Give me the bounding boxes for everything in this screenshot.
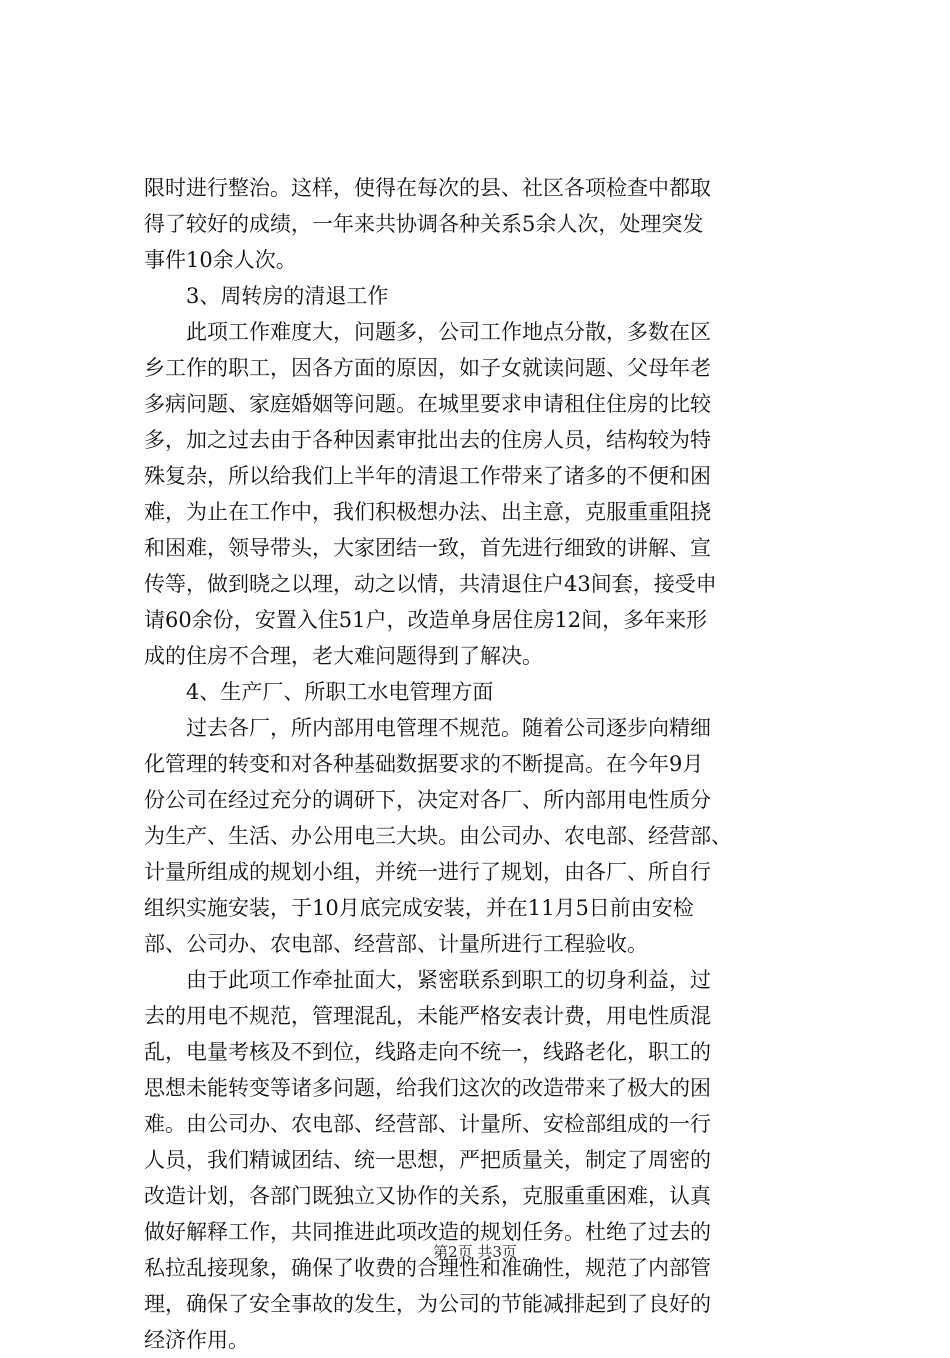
text-line: 部、公司办、农电部、经营部、计量所进行工程验收。 — [144, 932, 648, 956]
text-line: 组织实施安装，于10月底完成安装，并在11月5日前由安检 — [144, 896, 694, 920]
text-line: 私拉乱接现象，确保了收费的合理性和准确性，规范了内部管 — [144, 1256, 711, 1280]
text-line: 和困难，领导带头，大家团结一致，首先进行细致的讲解、宣 — [144, 536, 711, 560]
text-line: 改造计划，各部门既独立又协作的关系，克服重重困难，认真 — [144, 1184, 711, 1208]
text-line: 3、周转房的清退工作 — [186, 284, 389, 308]
text-line: 请60余份，安置入住51户，改造单身居住房12间，多年来形 — [144, 608, 708, 632]
page-number-footer: 第2页 共3页 — [433, 1243, 517, 1261]
text-line: 难。由公司办、农电部、经营部、计量所、安检部组成的一行 — [144, 1112, 711, 1136]
text-line: 成的住房不合理，老大难问题得到了解决。 — [144, 644, 543, 668]
text-line: 事件10余人次。 — [144, 248, 297, 272]
text-line: 限时进行整治。这样，使得在每次的县、社区各项检查中都取 — [144, 176, 711, 200]
text-line: 由于此项工作牵扯面大，紧密联系到职工的切身利益，过 — [186, 968, 711, 992]
text-line: 化管理的转变和对各种基础数据要求的不断提高。在今年9月 — [144, 752, 704, 776]
text-line: 理，确保了安全事故的发生，为公司的节能减排起到了良好的 — [144, 1292, 711, 1316]
text-line: 乡工作的职工，因各方面的原因，如子女就读问题、父母年老 — [144, 356, 711, 380]
text-line: 人员，我们精诚团结、统一思想，严把质量关，制定了周密的 — [144, 1148, 711, 1172]
text-line: 计量所组成的规划小组，并统一进行了规划，由各厂、所自行 — [144, 860, 711, 884]
text-line: 得了较好的成绩，一年来共协调各种关系5余人次，处理突发 — [144, 212, 704, 236]
text-line: 为生产、生活、办公用电三大块。由公司办、农电部、经营部、 — [144, 824, 732, 848]
text-line: 4、生产厂、所职工水电管理方面 — [186, 680, 494, 704]
text-line: 做好解释工作，共同推进此项改造的规划任务。杜绝了过去的 — [144, 1220, 711, 1244]
text-line: 份公司在经过充分的调研下，决定对各厂、所内部用电性质分 — [144, 788, 711, 812]
text-line: 过去各厂，所内部用电管理不规范。随着公司逐步向精细 — [186, 716, 711, 740]
text-line: 殊复杂，所以给我们上半年的清退工作带来了诸多的不便和困 — [144, 464, 711, 488]
text-line: 传等，做到晓之以理，动之以情，共清退住户43间套，接受申 — [144, 572, 717, 596]
text-line: 难，为止在工作中，我们积极想办法、出主意，克服重重阻挠 — [144, 500, 711, 524]
text-line: 经济作用。 — [144, 1328, 249, 1352]
document-body — [144, 170, 824, 1358]
text-line: 多病问题、家庭婚姻等问题。在城里要求申请租住住房的比较 — [144, 392, 711, 416]
text-line: 此项工作难度大，问题多，公司工作地点分散，多数在区 — [186, 320, 711, 344]
text-line: 去的用电不规范，管理混乱，未能严格安表计费，用电性质混 — [144, 1004, 711, 1028]
text-line: 乱，电量考核及不到位，线路走向不统一，线路老化，职工的 — [144, 1040, 711, 1064]
text-line: 思想未能转变等诸多问题，给我们这次的改造带来了极大的困 — [144, 1076, 711, 1100]
text-line: 多，加之过去由于各种因素审批出去的住房人员，结构较为特 — [144, 428, 711, 452]
